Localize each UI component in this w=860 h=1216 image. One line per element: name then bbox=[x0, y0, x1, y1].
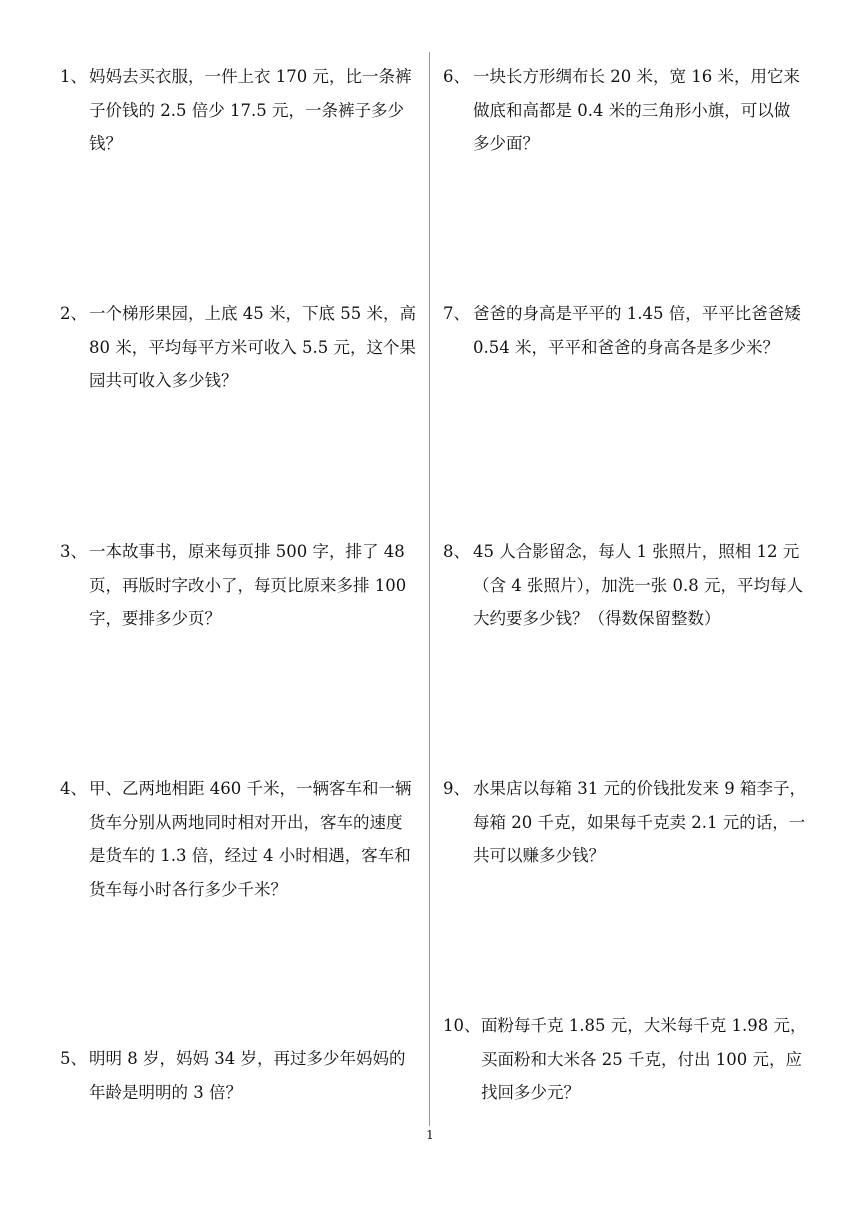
problem-text-line: 共可以赚多少钱？ bbox=[473, 846, 605, 865]
problem-4 bbox=[60, 772, 420, 906]
problem-text-line: 园共可收入多少钱？ bbox=[89, 371, 238, 390]
problem-text-line: 水果店以每箱 31 元的价钱批发来 9 箱李子， bbox=[473, 779, 806, 798]
problem-text-line: 每箱 20 千克，如果每千克卖 2.1 元的话，一 bbox=[473, 812, 806, 832]
problem-text-line: 字，要排多少页？ bbox=[89, 609, 221, 628]
problem-text-line: 妈妈去买衣服，一件上衣 170 元，比一条裤 bbox=[89, 67, 412, 86]
problem-number: 1、 bbox=[60, 67, 87, 86]
column-divider bbox=[429, 52, 430, 1126]
problem-5 bbox=[60, 1042, 420, 1109]
problem-number: 6、 bbox=[443, 67, 470, 86]
problem-text-line: 一本故事书，原来每页排 500 字，排了 48 bbox=[89, 542, 405, 561]
problem-text-line: （含 4 张照片），加洗一张 0.8 元，平均每人 bbox=[473, 575, 803, 595]
problem-text-line: 80 米，平均每平方米可收入 5.5 元，这个果 bbox=[89, 337, 416, 357]
problem-text-line: 一个梯形果园，上底 45 米，下底 55 米，高 bbox=[89, 304, 416, 323]
problem-number: 4、 bbox=[60, 779, 87, 798]
problem-text-line: 面粉每千克 1.85 元，大米每千克 1.98 元， bbox=[481, 1016, 807, 1035]
problem-text-line: 做底和高都是 0.4 米的三角形小旗，可以做 bbox=[473, 100, 791, 120]
problem-1 bbox=[60, 60, 420, 161]
problem-8 bbox=[443, 535, 813, 636]
page-number: 1 bbox=[426, 1128, 434, 1142]
problem-text-line: 0.54 米，平平和爸爸的身高各是多少米？ bbox=[473, 337, 779, 357]
problem-text-line: 年龄是明明的 3 倍？ bbox=[89, 1082, 242, 1102]
problem-number: 7、 bbox=[443, 304, 470, 323]
problem-6 bbox=[443, 60, 813, 161]
problem-text-line: 甲、乙两地相距 460 千米，一辆客车和一辆 bbox=[89, 779, 412, 798]
problem-9 bbox=[443, 772, 813, 873]
problem-text-line: 找回多少元？ bbox=[481, 1083, 580, 1102]
problem-text-line: 货车分别从两地同时相对开出，客车的速度 bbox=[89, 812, 403, 832]
problem-text-line: 页，再版时字改小了，每页比原来多排 100 bbox=[89, 575, 407, 595]
problem-text-line: 一块长方形绸布长 20 米，宽 16 米，用它来 bbox=[473, 67, 800, 86]
problem-3 bbox=[60, 535, 420, 636]
problem-number: 9、 bbox=[443, 779, 470, 798]
problem-10 bbox=[443, 1009, 813, 1110]
problem-number: 2、 bbox=[60, 304, 87, 323]
problem-number: 5、 bbox=[60, 1049, 87, 1068]
problem-text-line: 钱？ bbox=[89, 134, 122, 153]
problem-text-line: 爸爸的身高是平平的 1.45 倍，平平比爸爸矮 bbox=[473, 304, 801, 323]
problem-text-line: 买面粉和大米各 25 千克，付出 100 元，应 bbox=[481, 1049, 802, 1069]
problem-2 bbox=[60, 297, 420, 398]
problem-text-line: 45 人合影留念，每人 1 张照片，照相 12 元 bbox=[473, 542, 800, 561]
problem-number: 8、 bbox=[443, 542, 470, 561]
problem-text-line: 货车每小时各行多少千米？ bbox=[89, 879, 287, 899]
problem-text-line: 子价钱的 2.5 倍少 17.5 元，一条裤子多少 bbox=[89, 100, 404, 120]
problem-text-line: 明明 8 岁，妈妈 34 岁，再过多少年妈妈的 bbox=[89, 1049, 406, 1068]
problem-text-line: 多少面？ bbox=[473, 134, 539, 153]
problem-7 bbox=[443, 297, 813, 364]
problem-number: 3、 bbox=[60, 542, 87, 561]
problem-number: 10、 bbox=[443, 1016, 481, 1035]
problem-text-line: 是货车的 1.3 倍，经过 4 小时相遇，客车和 bbox=[89, 846, 411, 865]
problem-text-line: 大约要多少钱？（得数保留整数） bbox=[473, 609, 721, 628]
